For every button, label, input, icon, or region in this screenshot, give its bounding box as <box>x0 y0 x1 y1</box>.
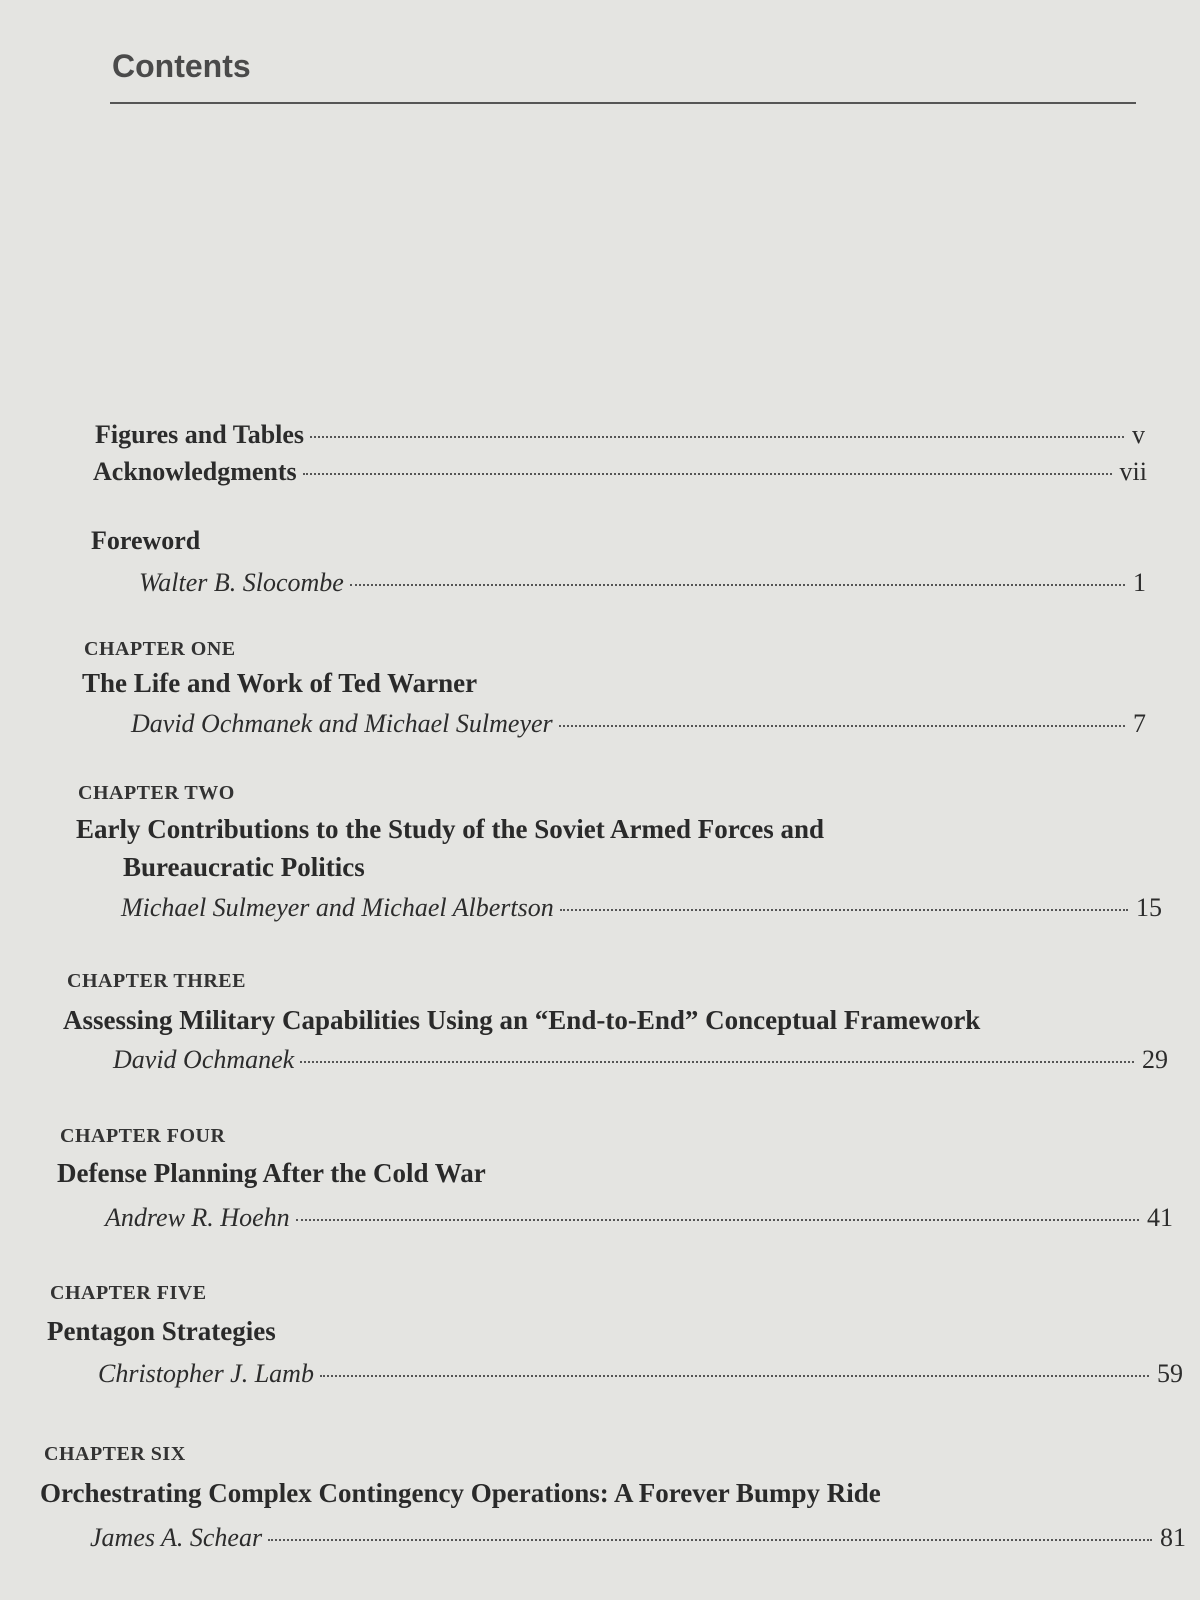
toc-entry-page: 1 <box>1133 568 1146 597</box>
toc-entry-figures-and-tables[interactable] <box>95 420 1145 450</box>
chapter-title: Pentagon Strategies <box>47 1316 276 1346</box>
chapter-title: Assessing Military Capabilities Using an “End-to-End” Conceptual Framework <box>63 1005 981 1035</box>
chapter-label: CHAPTER FIVE <box>50 1282 207 1304</box>
toc-entry-acknowledgments[interactable] <box>93 457 1147 487</box>
foreword-heading: Foreword <box>91 526 201 555</box>
toc-entry-page: 15 <box>1136 893 1162 922</box>
toc-entry-title: Acknowledgments <box>93 457 297 486</box>
dot-leader <box>268 1539 1152 1541</box>
toc-entry-title: Figures and Tables <box>95 420 305 449</box>
toc-entry-author: Michael Sulmeyer and Michael Albertson <box>121 893 554 922</box>
toc-entry-chapter-six[interactable] <box>90 1523 1186 1553</box>
dot-leader <box>303 473 1112 475</box>
dot-leader <box>296 1219 1139 1221</box>
toc-entry-page: vii <box>1119 457 1147 486</box>
toc-entry-chapter-two[interactable] <box>121 893 1162 923</box>
dot-leader <box>559 725 1125 727</box>
dot-leader <box>300 1061 1134 1063</box>
dot-leader <box>310 436 1124 438</box>
dot-leader <box>350 584 1125 586</box>
chapter-title: The Life and Work of Ted Warner <box>82 668 478 698</box>
toc-entry-chapter-five[interactable] <box>98 1359 1183 1389</box>
page-title: Contents <box>112 48 251 84</box>
toc-entry-page: v <box>1132 420 1145 449</box>
toc-entry-author: Walter B. Slocombe <box>139 568 344 597</box>
toc-entry-foreword[interactable] <box>139 568 1146 598</box>
chapter-label: CHAPTER SIX <box>44 1443 186 1465</box>
toc-entry-author: James A. Schear <box>90 1523 263 1552</box>
chapter-label: CHAPTER TWO <box>78 782 235 804</box>
toc-entry-chapter-one[interactable] <box>131 709 1146 739</box>
toc-entry-chapter-four[interactable] <box>105 1203 1173 1233</box>
dot-leader <box>560 909 1128 911</box>
toc-entry-author: David Ochmanek <box>113 1045 295 1074</box>
chapter-label: CHAPTER ONE <box>84 638 236 660</box>
chapter-title-line2: Bureaucratic Politics <box>123 852 365 882</box>
toc-entry-page: 29 <box>1142 1045 1168 1074</box>
toc-entry-page: 41 <box>1147 1203 1173 1232</box>
chapter-title-line1: Early Contributions to the Study of the Soviet Armed Forces and <box>76 814 825 844</box>
toc-entry-page: 59 <box>1157 1359 1183 1388</box>
chapter-label: CHAPTER FOUR <box>60 1125 226 1147</box>
chapter-title: Defense Planning After the Cold War <box>57 1158 486 1188</box>
dot-leader <box>320 1375 1149 1377</box>
toc-entry-author: David Ochmanek and Michael Sulmeyer <box>131 709 553 738</box>
toc-entry-author: Christopher J. Lamb <box>98 1359 314 1388</box>
chapter-title: Orchestrating Complex Contingency Operations: A Forever Bumpy Ride <box>40 1478 881 1508</box>
toc-entry-page: 7 <box>1133 709 1146 738</box>
toc-entry-chapter-three[interactable] <box>113 1045 1168 1075</box>
toc-entry-author: Andrew R. Hoehn <box>105 1203 290 1232</box>
chapter-label: CHAPTER THREE <box>67 970 246 992</box>
title-rule <box>110 102 1136 104</box>
toc-entry-page: 81 <box>1160 1523 1186 1552</box>
